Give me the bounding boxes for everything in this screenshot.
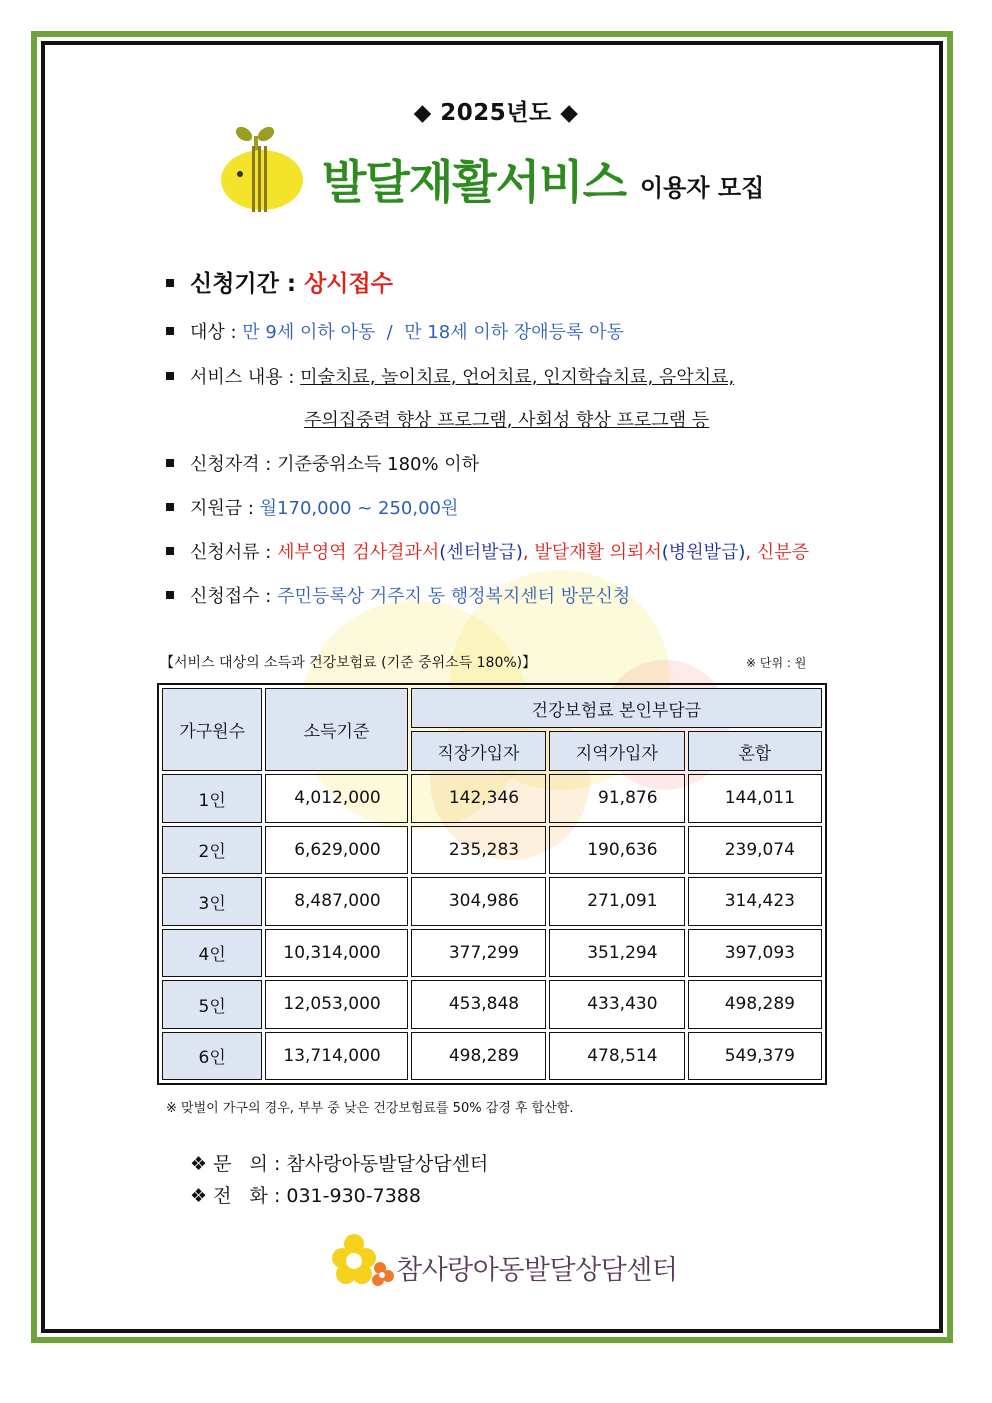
title-block <box>322 146 765 212</box>
docs-part4: (병원발급) <box>661 542 746 563</box>
header-income: 소득기준 <box>265 688 407 771</box>
row-income: 10,314,000 <box>265 929 407 978</box>
row-employee: 142,346 <box>411 774 546 823</box>
row-regional: 478,514 <box>549 1032 684 1081</box>
docs-label: 신청서류 : <box>190 542 278 563</box>
table-row <box>162 980 822 1029</box>
support-value: 월170,000 ~ 250,00원 <box>259 498 459 519</box>
row-mixed: 239,074 <box>688 826 822 875</box>
period-label: 신청기간 : <box>190 271 305 297</box>
row-mixed: 144,011 <box>688 774 822 823</box>
header-insurance: 건강보험료 본인부담금 <box>411 688 822 728</box>
row-employee: 304,986 <box>411 877 546 926</box>
docs-part2: (센터발급) <box>439 542 523 563</box>
row-regional: 271,091 <box>549 877 684 926</box>
item-support <box>166 494 458 520</box>
income-insurance-table <box>157 683 827 1085</box>
bullet-icon <box>166 547 174 555</box>
table-unit: ※ 단위 : 원 <box>746 656 807 670</box>
flower-logo-icon <box>332 1232 396 1290</box>
footer-center-name: 참사랑아동발달상담센터 <box>396 1255 678 1286</box>
row-mixed: 549,379 <box>688 1032 822 1081</box>
page-subtitle: 이용자 모집 <box>640 174 765 202</box>
docs-part3: , 발달재활 의뢰서 <box>522 542 662 563</box>
row-regional: 190,636 <box>549 826 684 875</box>
footer-logo <box>332 1232 678 1294</box>
bullet-icon <box>166 372 174 380</box>
item-documents <box>166 538 809 564</box>
row-mixed: 498,289 <box>688 980 822 1029</box>
service-label: 서비스 내용 : <box>190 367 301 388</box>
bullet-icon <box>166 459 174 467</box>
row-income: 12,053,000 <box>265 980 407 1029</box>
item-period <box>166 265 393 298</box>
header-mixed: 혼합 <box>688 731 822 771</box>
row-mixed: 397,093 <box>688 929 822 978</box>
target-value: 만 9세 이하 아동 / 만 18세 이하 장애등록 아동 <box>242 322 624 343</box>
row-employee: 498,289 <box>411 1032 546 1081</box>
target-label: 대상 : <box>190 322 243 343</box>
bullet-icon <box>166 327 174 335</box>
service-value-line2: 주의집중력 향상 프로그램, 사회성 향상 프로그램 등 <box>304 410 710 431</box>
service-value-line1: 미술치료, 놀이치료, 언어치료, 인지학습치료, 음악치료, <box>300 367 735 388</box>
apply-value: 주민등록상 거주지 동 행정복지센터 방문신청 <box>277 586 631 607</box>
table-row <box>162 826 822 875</box>
apply-label: 신청접수 : <box>190 586 278 607</box>
contact-phone: ❖ 전 화 : 031-930-7388 <box>190 1185 421 1207</box>
table-row <box>162 929 822 978</box>
period-value: 상시접수 <box>304 271 393 297</box>
row-regional: 433,430 <box>549 980 684 1029</box>
item-eligibility <box>166 450 479 476</box>
year-line: ◆ 2025년도 ◆ <box>413 100 579 126</box>
eligibility-label: 신청자격 : <box>190 454 278 475</box>
item-service <box>166 363 734 389</box>
docs-part1: 세부영역 검사결과서 <box>277 542 440 563</box>
header-household: 가구원수 <box>162 688 262 771</box>
table-note: ※ 맞벌이 가구의 경우, 부부 중 낮은 건강보험료를 50% 감경 후 합산함. <box>166 1101 574 1116</box>
item-apply <box>166 582 630 608</box>
row-employee: 453,848 <box>411 980 546 1029</box>
table-row <box>162 1032 822 1081</box>
bullet-icon <box>166 591 174 599</box>
row-household: 5인 <box>162 980 262 1029</box>
docs-part5: , 신분증 <box>745 542 809 563</box>
row-income: 6,629,000 <box>265 826 407 875</box>
bee-logo-icon <box>220 122 306 218</box>
support-label: 지원금 : <box>190 498 260 519</box>
row-mixed: 314,423 <box>688 877 822 926</box>
row-income: 4,012,000 <box>265 774 407 823</box>
row-household: 1인 <box>162 774 262 823</box>
header-employee: 직장가입자 <box>411 731 546 771</box>
row-employee: 235,283 <box>411 826 546 875</box>
item-target <box>166 318 624 344</box>
table-row <box>162 877 822 926</box>
contact-inquiry: ❖ 문 의 : 참사랑아동발달상담센터 <box>190 1153 489 1175</box>
row-household: 3인 <box>162 877 262 926</box>
row-regional: 351,294 <box>549 929 684 978</box>
row-regional: 91,876 <box>549 774 684 823</box>
row-income: 13,714,000 <box>265 1032 407 1081</box>
bullet-icon <box>166 279 174 287</box>
row-employee: 377,299 <box>411 929 546 978</box>
header-regional: 지역가입자 <box>549 731 684 771</box>
row-household: 4인 <box>162 929 262 978</box>
eligibility-value: 기준중위소득 180% 이하 <box>277 454 480 475</box>
page-title: 발달재활서비스 <box>322 155 627 209</box>
row-household: 2인 <box>162 826 262 875</box>
row-income: 8,487,000 <box>265 877 407 926</box>
table-row <box>162 774 822 823</box>
bullet-icon <box>166 503 174 511</box>
row-household: 6인 <box>162 1032 262 1081</box>
table-caption: 【서비스 대상의 소득과 건강보험료 (기준 중위소득 180%)】 <box>160 655 537 671</box>
